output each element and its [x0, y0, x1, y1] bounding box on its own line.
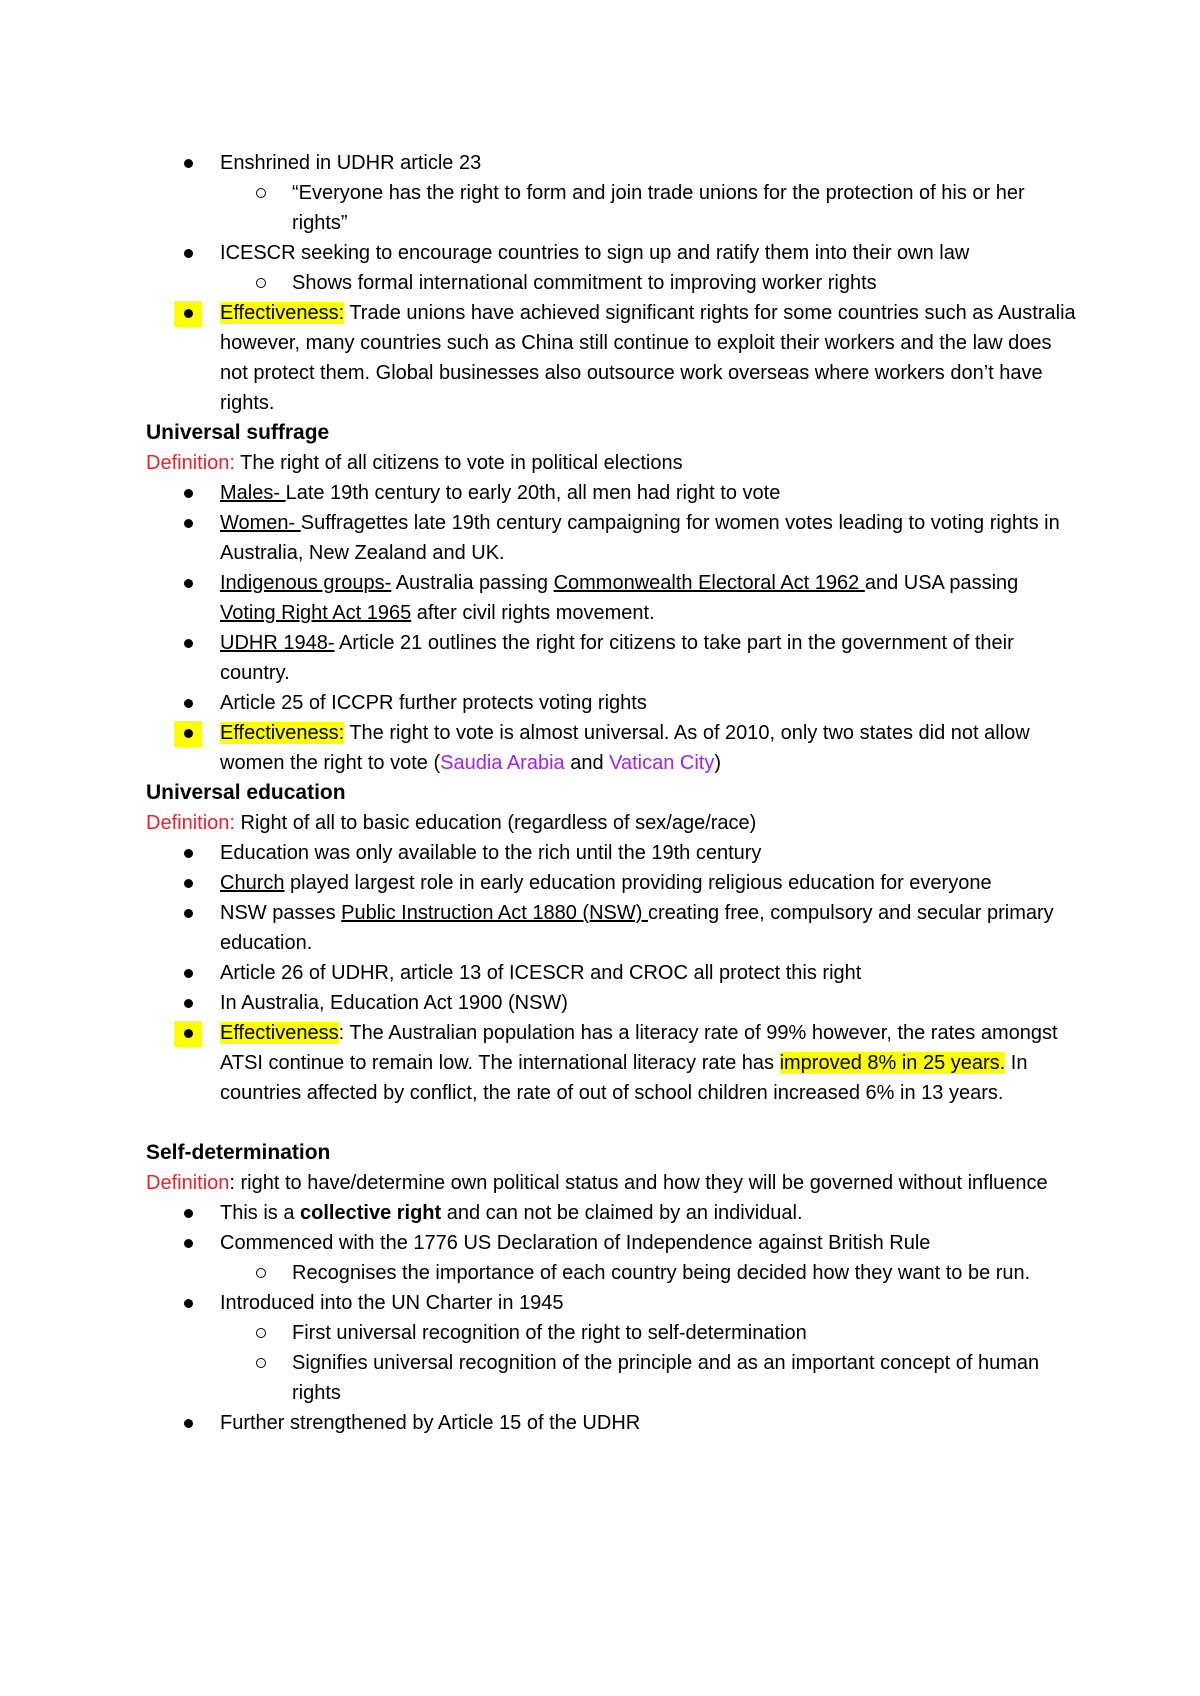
list-item: Church played largest role in early education providing religious education for everyone [146, 868, 1076, 898]
definition: Definition: The right of all citizens to vote in political elections [146, 452, 683, 474]
list-item: ICESCR seeking to encourage countries to sign up and ratify them into their own law [146, 238, 1076, 268]
bullet-icon [184, 1209, 193, 1218]
list-item: NSW passes Public Instruction Act 1880 (NSW) creating free, compulsory and secular primary education. [146, 898, 1076, 958]
circle-bullet-icon [256, 278, 266, 288]
list-item: UDHR 1948- Article 21 outlines the right for citizens to take part in the government of their country. [146, 628, 1076, 688]
sub-list-item: Recognises the importance of each country being decided how they want to be run. [146, 1258, 1076, 1288]
section-heading: Universal suffrage [146, 421, 330, 444]
section-heading: Self-determination [146, 1141, 331, 1164]
bullet-icon [184, 909, 193, 918]
definition-label: Definition [146, 1172, 230, 1194]
trade-unions-list [146, 148, 1076, 418]
bullet-icon [184, 1299, 193, 1308]
highlighted-bullet-icon [174, 301, 202, 327]
sub-list-item: Signifies universal recognition of the principle and as an important concept of human rights [146, 1348, 1076, 1408]
list-item: Commenced with the 1776 US Declaration of Independence against British Rule [146, 1228, 1076, 1258]
list-item: Indigenous groups- Australia passing Commonwealth Electoral Act 1962 and USA passing Voting Right Act 1965 after civil rights movement. [146, 568, 1076, 628]
list-item: Article 25 of ICCPR further protects voting rights [146, 688, 1076, 718]
definition: Definition: Right of all to basic education (regardless of sex/age/race) [146, 812, 757, 834]
bullet-icon [184, 699, 193, 708]
effectiveness-item: Effectiveness: Trade unions have achieved significant rights for some countries such as Australia however, many countries such as China still continue to exploit their workers and the law does not protect them. Global businesses also outsource work overseas where workers don’t have rights. [146, 298, 1076, 418]
list-item: Article 26 of UDHR, article 13 of ICESCR and CROC all protect this right [146, 958, 1076, 988]
list-item: This is a collective right and can not be claimed by an individual. [146, 1198, 1076, 1228]
highlighted-bullet-icon [174, 1021, 202, 1047]
circle-bullet-icon [256, 1268, 266, 1278]
document-body [146, 148, 1076, 1438]
bullet-icon [184, 999, 193, 1008]
section-heading: Universal education [146, 781, 346, 804]
list-item: Further strengthened by Article 15 of the UDHR [146, 1408, 1076, 1438]
effectiveness-label: Effectiveness: [220, 722, 345, 744]
effectiveness-label: Effectiveness [220, 1022, 339, 1044]
definition-label: Definition: [146, 452, 235, 474]
bullet-icon [184, 969, 193, 978]
bullet-icon [184, 879, 193, 888]
circle-bullet-icon [256, 188, 266, 198]
self-determination-list [146, 1198, 1076, 1438]
list-item: In Australia, Education Act 1900 (NSW) [146, 988, 1076, 1018]
bullet-icon [184, 489, 193, 498]
bullet-icon [184, 159, 193, 168]
definition-label: Definition: [146, 812, 235, 834]
list-item: Women- Suffragettes late 19th century campaigning for women votes leading to voting rights in Australia, New Zealand and UK. [146, 508, 1076, 568]
bullet-icon [184, 849, 193, 858]
definition: Definition: right to have/determine own political status and how they will be governed without influence [146, 1172, 1048, 1194]
bullet-icon [184, 639, 193, 648]
effectiveness-label: Effectiveness: [220, 302, 345, 324]
suffrage-list [146, 478, 1076, 778]
circle-bullet-icon [256, 1358, 266, 1368]
sub-list-item: Shows formal international commitment to improving worker rights [146, 268, 1076, 298]
bullet-icon [184, 579, 193, 588]
bullet-icon [184, 249, 193, 258]
circle-bullet-icon [256, 1328, 266, 1338]
list-item: Education was only available to the rich until the 19th century [146, 838, 1076, 868]
bullet-icon [184, 1239, 193, 1248]
blank-line [146, 1108, 1076, 1138]
bullet-icon [184, 519, 193, 528]
effectiveness-item: Effectiveness: The right to vote is almost universal. As of 2010, only two states did not allow women the right to vote (Saudia Arabia and Vatican City) [146, 718, 1076, 778]
sub-list-item: First universal recognition of the right to self-determination [146, 1318, 1076, 1348]
bullet-icon [184, 1419, 193, 1428]
education-list [146, 838, 1076, 1108]
sub-list-item: “Everyone has the right to form and join trade unions for the protection of his or her rights” [146, 178, 1076, 238]
effectiveness-item: Effectiveness: The Australian population has a literacy rate of 99% however, the rates amongst ATSI continue to remain low. The international literacy rate has improved 8% in 25 years. In countries affected by conflict, the rate of out of school children increased 6% in 13 years. [146, 1018, 1076, 1108]
list-item: Introduced into the UN Charter in 1945 [146, 1288, 1076, 1318]
list-item: Males- Late 19th century to early 20th, all men had right to vote [146, 478, 1076, 508]
list-item: Enshrined in UDHR article 23 [146, 148, 1076, 178]
highlighted-bullet-icon [174, 721, 202, 747]
